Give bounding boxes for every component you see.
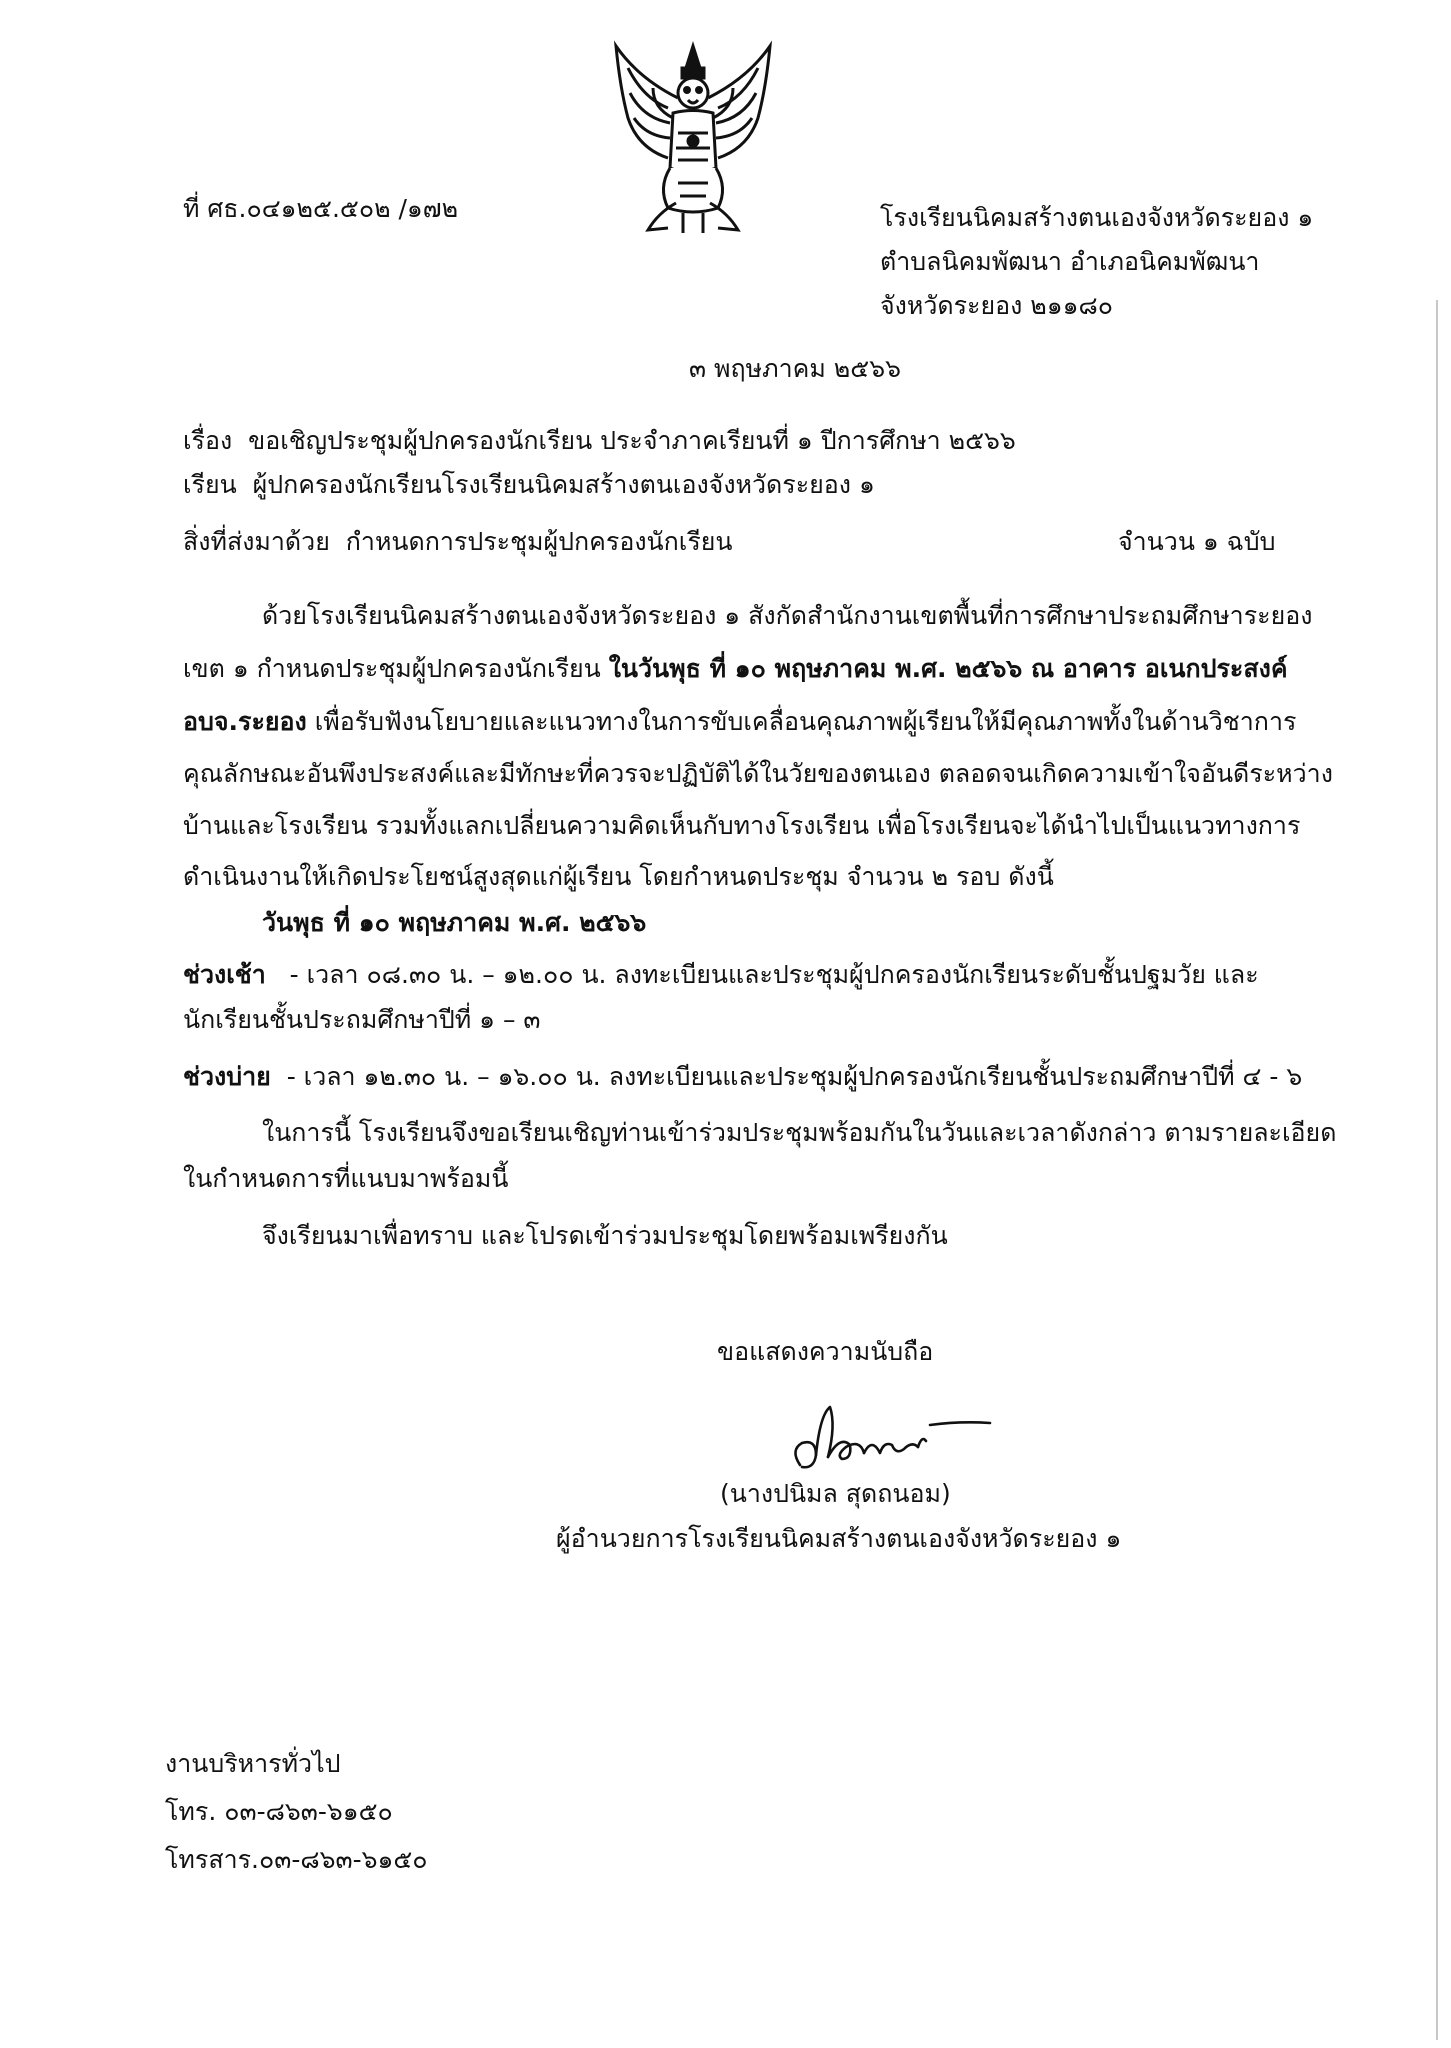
afternoon-details: - เวลา ๑๒.๓๐ น. – ๑๖.๐๐ น. ลงทะเบียนและประชุมผู้ปกครองนักเรียนชั้นประถมศึกษาปีที่ ๔ - ๖ xyxy=(286,1062,1303,1091)
footer-fax: โทรสาร.๐๓-๘๖๓-๖๑๕๐ xyxy=(165,1845,428,1874)
enclosure-text: กำหนดการประชุมผู้ปกครองนักเรียน xyxy=(345,527,733,556)
meeting-date-venue: ในวันพุธ ที่ ๑๐ พฤษภาคม พ.ศ. ๒๕๖๖ ณ อาคาร อเนกประสงค์ xyxy=(608,654,1288,683)
enclosure-line xyxy=(183,527,732,557)
body-p1-line1: ด้วยโรงเรียนนิคมสร้างตนเองจังหวัดระยอง ๑ สังกัดสำนักงานเขตพื้นที่การศึกษาประถมศึกษาระยอง xyxy=(262,601,1313,630)
body-p2-line2: ในกำหนดการที่แนบมาพร้อมนี้ xyxy=(183,1164,509,1193)
body-p1-line3 xyxy=(183,702,1296,742)
closing-salutation: ขอแสดงความนับถือ xyxy=(717,1337,934,1366)
subject-label: เรื่อง xyxy=(183,426,233,455)
body-p1-line5: บ้านและโรงเรียน รวมทั้งแลกเปลี่ยนความคิดเห็นกับทางโรงเรียน เพื่อโรงเรียนจะได้นำไปเป็นแนวทางการ xyxy=(183,811,1301,840)
letter-date: ๓ พฤษภาคม ๒๕๖๖ xyxy=(689,354,901,383)
morning-session-line1 xyxy=(183,955,1259,995)
garuda-emblem-icon xyxy=(598,38,788,238)
handwritten-signature xyxy=(780,1395,1000,1485)
enclosure-count: จำนวน ๑ ฉบับ xyxy=(1118,527,1276,556)
meeting-day-heading xyxy=(262,903,646,943)
scan-edge-line xyxy=(1436,300,1438,2040)
venue-location: อบจ.ระยอง xyxy=(183,707,307,736)
signer-title: ผู้อำนวยการโรงเรียนนิคมสร้างตนเองจังหวัดระยอง ๑ xyxy=(556,1524,1122,1553)
morning-session-line2: นักเรียนชั้นประถมศึกษาปีที่ ๑ – ๓ xyxy=(183,1005,541,1034)
afternoon-session-line xyxy=(183,1057,1302,1097)
recipient-label: เรียน xyxy=(183,470,237,499)
body-p1-line6: ดำเนินงานให้เกิดประโยชน์สูงสุดแก่ผู้เรียน โดยกำหนดประชุม จำนวน ๒ รอบ ดังนี้ xyxy=(183,862,1054,891)
body-p2-line1: ในการนี้ โรงเรียนจึงขอเรียนเชิญท่านเข้าร่วมประชุมพร้อมกันในวันและเวลาดังกล่าว ตามรายละเอียด xyxy=(262,1118,1337,1147)
meeting-day: วันพุธ ที่ ๑๐ พฤษภาคม พ.ศ. ๒๕๖๖ xyxy=(262,908,647,937)
recipient-line xyxy=(183,470,875,500)
school-address-line1: ตำบลนิคมพัฒนา อำเภอนิคมพัฒนา xyxy=(880,247,1260,276)
school-address-line2: จังหวัดระยอง ๒๑๑๘๐ xyxy=(880,291,1114,320)
enclosure-label: สิ่งที่ส่งมาด้วย xyxy=(183,527,330,556)
subject-text: ขอเชิญประชุมผู้ปกครองนักเรียน ประจำภาคเรียนที่ ๑ ปีการศึกษา ๒๕๖๖ xyxy=(248,426,1016,455)
footer-phone: โทร. ๐๓-๘๖๓-๖๑๕๐ xyxy=(165,1797,393,1826)
body-p1-line2 xyxy=(183,649,1288,689)
subject-line xyxy=(183,426,1016,456)
morning-label: ช่วงเช้า xyxy=(183,960,266,989)
recipient-text: ผู้ปกครองนักเรียนโรงเรียนนิคมสร้างตนเองจังหวัดระยอง ๑ xyxy=(252,470,875,499)
body-p3: จึงเรียนมาเพื่อทราบ และโปรดเข้าร่วมประชุมโดยพร้อมเพรียงกัน xyxy=(262,1221,948,1250)
reference-number: ที่ ศธ.๐๔๑๒๕.๕๐๒ /๑๗๒ xyxy=(183,194,459,223)
footer-department: งานบริหารทั่วไป xyxy=(165,1749,341,1778)
body-p1-line3-text: เพื่อรับฟังนโยบายและแนวทางในการขับเคลื่อนคุณภาพผู้เรียนให้มีคุณภาพทั้งในด้านวิชาการ xyxy=(314,707,1297,736)
school-name: โรงเรียนนิคมสร้างตนเองจังหวัดระยอง ๑ xyxy=(880,203,1314,232)
signer-name: (นางปนิมล สุดถนอม) xyxy=(720,1479,951,1508)
body-p1-line4: คุณลักษณะอันพึงประสงค์และมีทักษะที่ควรจะปฏิบัติได้ในวัยของตนเอง ตลอดจนเกิดความเข้าใจอันดีระหว่าง xyxy=(183,759,1333,788)
afternoon-label: ช่วงบ่าย xyxy=(183,1062,271,1091)
body-p1-line2-text: เขต ๑ กำหนดประชุมผู้ปกครองนักเรียน xyxy=(183,654,601,683)
morning-details: - เวลา ๐๘.๓๐ น. – ๑๒.๐๐ น. ลงทะเบียนและประชุมผู้ปกครองนักเรียนระดับชั้นปฐมวัย และ xyxy=(289,960,1259,989)
